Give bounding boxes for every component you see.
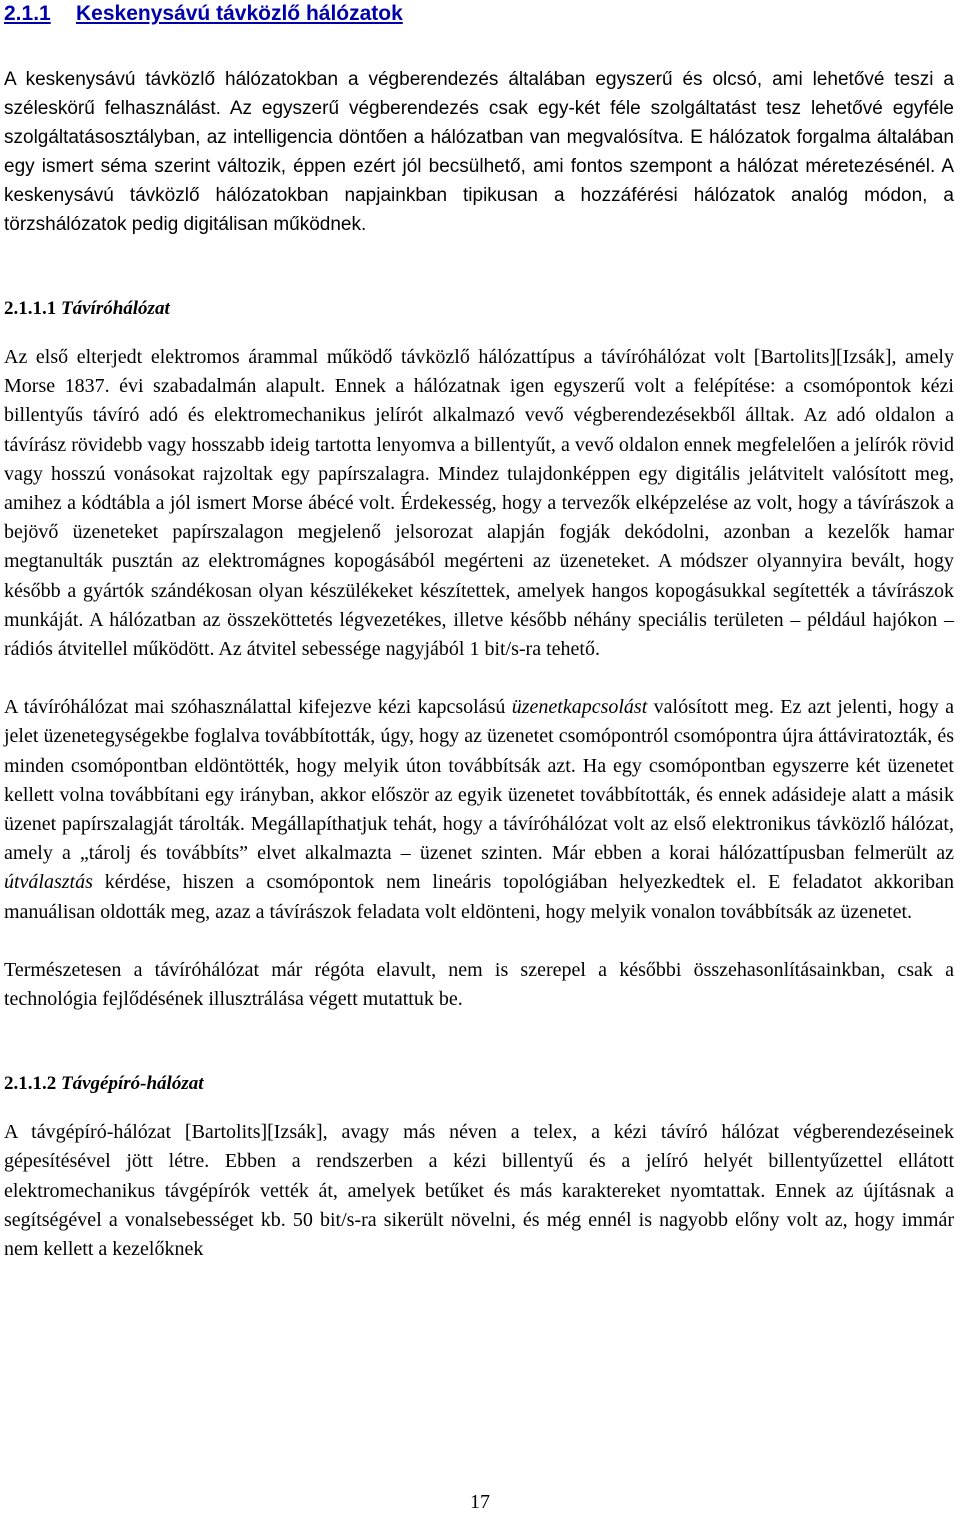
telegraph-paragraph-2-part-b: valósított meg. Ez azt jelenti, hogy a jelet üzenetegységekbe foglalva továbbították, úgy, hogy az üzenetet csomópontról csomópontra újra áttáviratozták, és minden csomópontban eldöntötték, hogy melyik úton továbbítsák azt. Ha egy csomópontban egyszerre két üzenetet kellett volna továbbítani egy irányban, akkor először az egyik üzenetet továbbították, és ennek adásideje alatt a másik üzenet papírszalagját tárolták. Megállapíthatjuk tehát, hogy a távíróhálózat volt az első elektronikus távközlő hálózat, amely a „tárolj és továbbíts” elvet alkalmazta – üzenet szinten. Már ebben a korai hálózattípusban felmerült az <box>4 696 955 865</box>
section-title: Keskenysávú távközlő hálózatok <box>76 2 403 25</box>
page-number: 17 <box>470 1491 490 1513</box>
intro-paragraph: A keskenysávú távközlő hálózatokban a végberendezés általában egyszerű és olcsó, ami lehetővé teszi a széleskörű felhasználást. Az egyszerű végberendezés csak egy-két féle szolgáltatást tesz lehetővé egyféle szolgáltatásosztályban, az intelligencia döntően a hálózatban van megvalósítva. E hálózatok forgalma általában egy ismert séma szerint változik, éppen ezért jól becsülhető, ami fontos szempont a hálózat méretezésénél. A keskenysávú távközlő hálózatokban napjainkban tipikusan a hozzáférési hálózatok analóg módon, a törzshálózatok pedig digitálisan működnek. <box>4 69 954 235</box>
telegraph-paragraph-2-part-a: A távíróhálózat mai szóhasználattal kifejezve kézi kapcsolású <box>4 696 512 719</box>
term-message-switching: üzenetkapcsolást <box>511 696 648 719</box>
telegraph-paragraph-1: Az első elterjedt elektromos árammal működő távközlő hálózattípus a távíróhálózat volt [Bartolits][Izsák], amely Morse 1837. évi szabadalmán alapult. Ennek a hálózatnak igen egyszerű volt a felépítése: a csomópontok kézi billentyűs távíró adó és elektromechanikus jelírót alkalmazó vevő végberendezésekből álltak. Az adó oldalon a távírász rövidebb vagy hosszabb ideig tartotta lenyomva a billentyűt, a vevő oldalon ennek megfelelően a jelírók rövid vagy hosszú vonásokat rajzoltak egy papírszalagra. Mindez tulajdonképpen egy digitális jelátvitelt valósított meg, amihez a kódtábla a jól ismert Morse ábécé volt. Érdekesség, hogy a tervezők elképzelése az volt, hogy a távírászok a bejövő üzeneteket papírszalagon megjelenő jelsorozat alapján fogják dekódolni, azonban a kezelők hamar megtanulták pusztán az elektromágnes kopogásából megérteni az üzeneteket. A módszer olyannyira bevált, hogy később a gyártók szándékosan olyan készülékeket készítettek, amelyek hangos kopogásukkal segítették a távírászok munkáját. A hálózatban az összeköttetés légvezetékes, illetve később néhány speciális területen – például hajókon – rádiós átvitellel működött. Az átvitel sebessége nagyjából 1 bit/s-ra tehető. <box>4 346 954 661</box>
subsection-number-2: 2.1.1.2 <box>4 1073 57 1095</box>
term-routing: útválasztás <box>4 871 93 894</box>
subsection-heading-1 <box>4 297 954 321</box>
section-number: 2.1.1 <box>4 2 51 25</box>
telegraph-paragraph-3: Természetesen a távíróhálózat már régóta elavult, nem is szerepel a későbbi összehasonlításainkban, csak a technológia fejlődésének illusztrálása végett mutattuk be. <box>4 958 954 1011</box>
telegraph-paragraph-2 <box>4 693 954 927</box>
teleprinter-paragraph-1: A távgépíró-hálózat [Bartolits][Izsák], avagy más néven a telex, a kézi távíró hálózat végberendezéseinek gépesítésével jött létre. Ebben a rendszerben a kézi billentyű és a jelíró helyét billentyűzettel ellátott elektromechanikus távgépírók vették át, amelyek betűket és más karaktereket nyomtattak. Ennek az újításnak a segítségével a vonalsebességet kb. 50 bit/s-ra sikerült növelni, és még ennél is nagyobb előny volt az, hogy immár nem kellett a kezelőknek <box>4 1121 954 1261</box>
section-heading <box>4 0 954 28</box>
subsection-number-1: 2.1.1.1 <box>4 298 57 319</box>
subsection-heading-2 <box>4 1072 954 1096</box>
telegraph-paragraph-2-part-c: kérdése, hiszen a csomópontok nem lineáris topológiában helyezkedtek el. E feladatot akkoriban manuálisan oldották meg, azaz a távírászok feladata volt eldönteni, hogy melyik vonalon továbbítsák az üzenetet. <box>4 871 954 923</box>
subsection-title-1: Távíróhálózat <box>61 298 170 319</box>
subsection-title-2: Távgépíró-hálózat <box>61 1073 204 1095</box>
